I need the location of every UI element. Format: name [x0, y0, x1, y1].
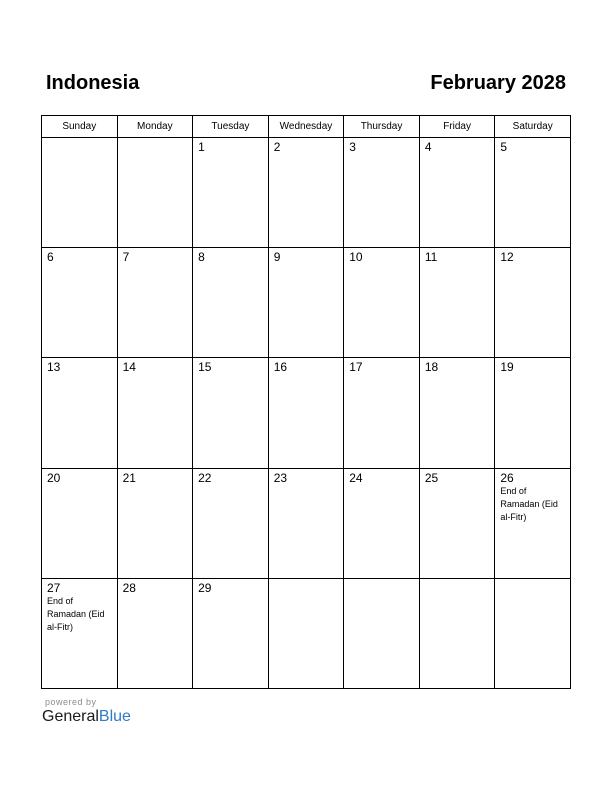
week-row [42, 358, 571, 468]
day-number: 8 [198, 250, 205, 265]
week-row [42, 578, 571, 688]
day-cell [268, 248, 344, 358]
day-cell [117, 138, 193, 248]
day-cell [419, 468, 495, 578]
day-cell [344, 358, 420, 468]
day-number: 3 [349, 140, 356, 154]
day-number: 29 [198, 580, 212, 595]
day-number: 6 [47, 250, 54, 265]
day-number [344, 579, 419, 582]
day-cell [193, 248, 269, 358]
day-cell [344, 578, 420, 688]
day-cell [495, 248, 571, 358]
day-number: 22 [198, 470, 212, 485]
day-cell [268, 468, 344, 578]
calendar-grid [41, 115, 571, 689]
weekday-header-row [42, 116, 571, 138]
day-cell [495, 578, 571, 688]
day-cell [344, 138, 420, 248]
day-number: 14 [122, 360, 136, 375]
day-cell [42, 358, 118, 468]
week-row [42, 248, 571, 358]
day-number [269, 579, 344, 582]
day-number: 12 [500, 250, 514, 265]
day-number: 17 [349, 360, 363, 375]
day-number: 2 [273, 140, 281, 154]
day-cell [42, 138, 118, 248]
day-cell [495, 358, 571, 468]
day-cell [42, 248, 118, 358]
weekday-monday: Monday [117, 116, 193, 138]
day-cell [495, 138, 571, 248]
day-cell [268, 358, 344, 468]
week-row [42, 468, 571, 578]
holiday-label: End of Ramadan (Eid al-Fitr) [500, 485, 558, 522]
day-number: 10 [349, 250, 363, 265]
day-number [118, 138, 193, 141]
day-cell [193, 358, 269, 468]
day-cell [193, 578, 269, 688]
day-number [495, 579, 570, 582]
day-number: 24 [349, 470, 363, 485]
day-cell [193, 468, 269, 578]
day-number: 13 [47, 360, 61, 375]
holiday-label: End of Ramadan (Eid al-Fitr) [47, 595, 105, 632]
day-number [42, 138, 117, 141]
day-cell [42, 578, 118, 688]
day-number: 21 [122, 470, 136, 485]
day-cell [419, 578, 495, 688]
day-cell [419, 248, 495, 358]
day-cell [117, 578, 193, 688]
day-number: 1 [198, 140, 205, 154]
day-cell [268, 578, 344, 688]
day-cell [419, 138, 495, 248]
country-title: Indonesia [46, 72, 140, 94]
day-cell [344, 248, 420, 358]
day-cell [268, 138, 344, 248]
weekday-wednesday: Wednesday [268, 116, 344, 138]
day-number: 23 [273, 470, 288, 485]
week-row [42, 138, 571, 248]
weekday-friday: Friday [419, 116, 495, 138]
day-number: 11 [424, 250, 438, 265]
day-number: 18 [424, 360, 439, 375]
day-number: 25 [424, 470, 439, 485]
day-number: 26 [500, 470, 514, 485]
day-number: 9 [273, 250, 281, 265]
day-number: 4 [424, 140, 432, 154]
logo-general-text: General [42, 708, 99, 725]
day-cell [117, 468, 193, 578]
day-number: 28 [122, 580, 136, 595]
generalblue-logo[interactable] [42, 708, 131, 726]
weekday-thursday: Thursday [344, 116, 420, 138]
day-number: 19 [500, 360, 514, 375]
day-cell [117, 248, 193, 358]
month-year-title: February 2028 [430, 72, 566, 94]
day-number: 16 [273, 360, 288, 375]
weekday-saturday: Saturday [495, 116, 571, 138]
weekday-sunday: Sunday [42, 116, 118, 138]
powered-by-text: powered by [45, 697, 97, 707]
day-cell [419, 358, 495, 468]
weekday-tuesday: Tuesday [193, 116, 269, 138]
day-number [420, 579, 495, 582]
day-number: 20 [47, 470, 61, 485]
day-cell [495, 468, 571, 578]
day-cell [193, 138, 269, 248]
day-number: 7 [122, 250, 130, 265]
logo-blue-text: Blue [98, 708, 131, 725]
day-number: 5 [500, 140, 508, 154]
day-cell [42, 468, 118, 578]
day-cell [344, 468, 420, 578]
day-number: 15 [198, 360, 212, 375]
day-cell [117, 358, 193, 468]
day-number: 27 [47, 580, 61, 595]
